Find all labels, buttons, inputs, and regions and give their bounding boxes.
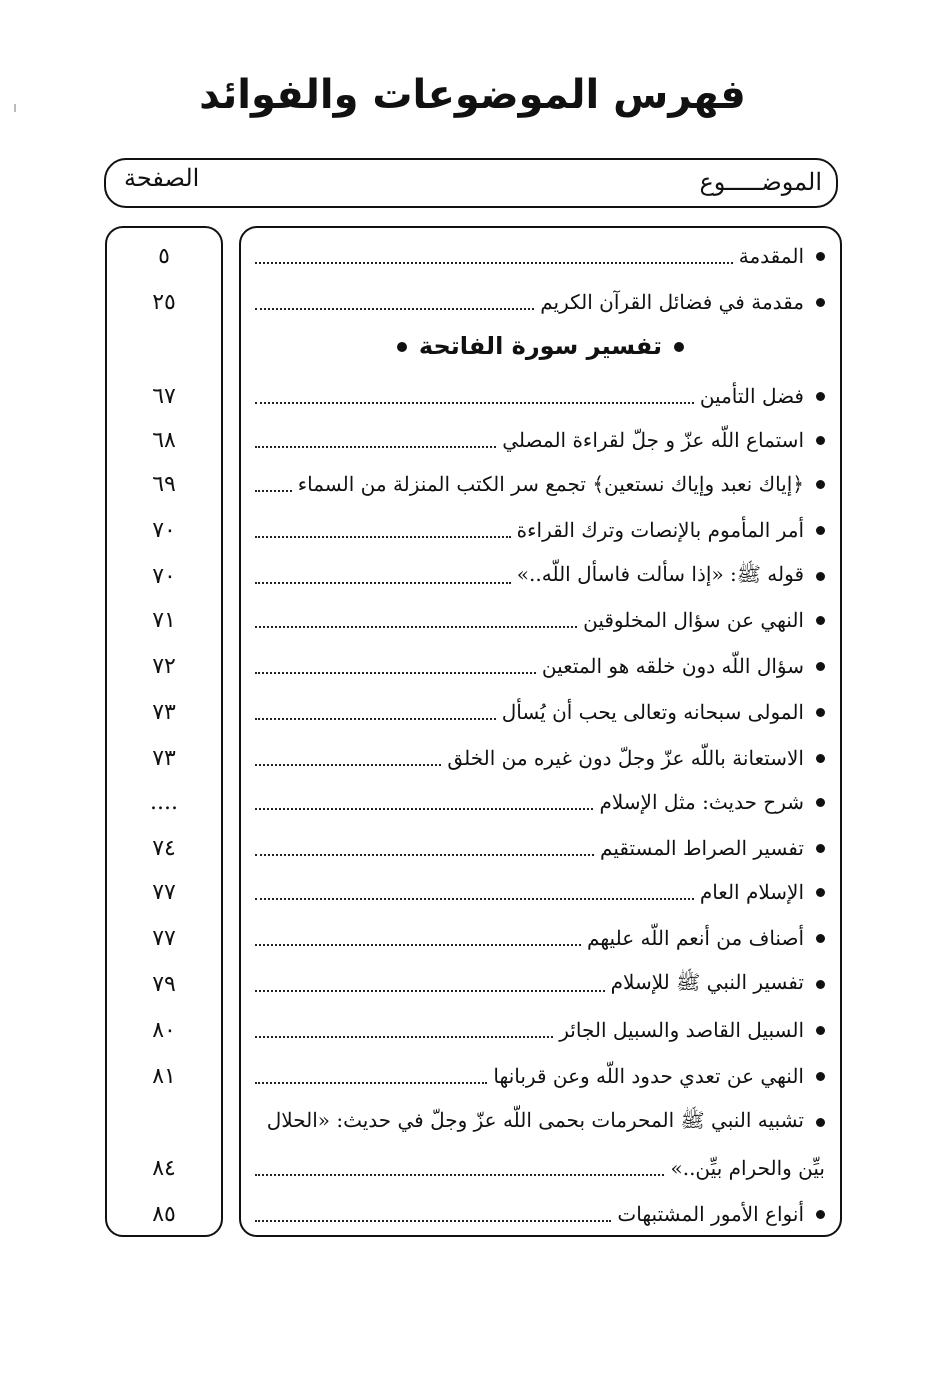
toc-entry-title: أصناف من أنعم اللّه عليهم bbox=[587, 926, 804, 950]
dot-leader bbox=[255, 1082, 487, 1084]
dot-leader bbox=[255, 764, 441, 766]
toc-entry[interactable] bbox=[0, 374, 945, 418]
toc-entry-page: ٧٣ bbox=[152, 745, 176, 771]
toc-entry-title: النهي عن سؤال المخلوقين bbox=[583, 608, 804, 632]
column-header bbox=[104, 158, 838, 208]
bullet-icon bbox=[816, 888, 825, 897]
toc-entry-title: المقدمة bbox=[738, 244, 804, 268]
toc-entry-title: سؤال اللّه دون خلقه هو المتعين bbox=[541, 654, 804, 678]
dot-leader bbox=[255, 490, 292, 492]
bullet-icon bbox=[816, 526, 825, 535]
toc-entry[interactable] bbox=[0, 598, 945, 642]
toc-entry-page: ٨٠ bbox=[152, 1017, 176, 1043]
bullet-icon bbox=[816, 754, 825, 763]
dot-leader bbox=[255, 402, 694, 404]
toc-entry-title-line1: تشبيه النبي ﷺ المحرمات بحمى اللّه عزّ وجلّ في حديث: «الحلال bbox=[266, 1107, 804, 1132]
dot-leader bbox=[255, 854, 594, 856]
toc-entry[interactable] bbox=[0, 870, 945, 914]
toc-entry-multiline-cont[interactable] bbox=[0, 1146, 945, 1190]
dot-leader bbox=[255, 536, 511, 538]
toc-entry[interactable] bbox=[0, 280, 945, 324]
toc-entry-page: ٥ bbox=[158, 243, 170, 269]
toc-entry-page: ٧٢ bbox=[152, 653, 176, 679]
page-column-label: الصفحة bbox=[124, 164, 200, 192]
toc-entry-title: الإسلام العام bbox=[699, 880, 804, 904]
toc-entry-page: ٨١ bbox=[152, 1063, 176, 1089]
section-heading bbox=[239, 332, 842, 360]
toc-entry-page: ٦٨ bbox=[152, 427, 176, 453]
dot-leader bbox=[255, 898, 694, 900]
bullet-icon bbox=[816, 392, 825, 401]
dot-leader bbox=[255, 308, 534, 310]
toc-entry-title: النهي عن تعدي حدود اللّه وعن قربانها bbox=[493, 1064, 804, 1088]
bullet-icon bbox=[816, 616, 825, 625]
bullet-icon bbox=[816, 1026, 825, 1035]
bullet-icon bbox=[816, 798, 825, 807]
page-title: فهرس الموضوعات والفوائد bbox=[199, 72, 746, 118]
bullet-icon bbox=[816, 844, 825, 853]
toc-entry-title: تفسير الصراط المستقيم bbox=[600, 836, 804, 860]
toc-entry-page: ٨٤ bbox=[152, 1155, 176, 1181]
bullet-icon bbox=[397, 342, 407, 352]
bullet-icon bbox=[816, 934, 825, 943]
toc-entry-title: قوله ﷺ: «إذا سألت فاسأل اللّه..» bbox=[516, 561, 804, 586]
toc-entry[interactable] bbox=[0, 644, 945, 688]
bullet-icon bbox=[816, 298, 825, 307]
toc-entry[interactable] bbox=[0, 508, 945, 552]
toc-entry-title: شرح حديث: مثل الإسلام bbox=[599, 790, 804, 814]
dot-leader bbox=[255, 1036, 553, 1038]
toc-entry-page: ٦٧ bbox=[152, 383, 176, 409]
dot-leader bbox=[255, 990, 605, 992]
dot-leader bbox=[255, 446, 496, 448]
toc-entry[interactable] bbox=[0, 736, 945, 780]
toc-entry[interactable] bbox=[0, 554, 945, 598]
bullet-icon bbox=[816, 980, 825, 989]
toc-entry-title: الاستعانة باللّه عزّ وجلّ دون غيره من الخلق bbox=[447, 746, 804, 770]
toc-entry-page: ٧٠ bbox=[152, 563, 176, 589]
toc-entry-page: ٧٧ bbox=[152, 879, 176, 905]
dot-leader bbox=[255, 1174, 664, 1176]
toc-entry-multiline[interactable] bbox=[0, 1100, 945, 1144]
bullet-icon bbox=[816, 1210, 825, 1219]
bullet-icon bbox=[816, 436, 825, 445]
toc-entry-title: أنواع الأمور المشتبهات bbox=[617, 1202, 804, 1226]
toc-entry[interactable] bbox=[0, 1192, 945, 1236]
toc-entry-title: تفسير النبي ﷺ للإسلام bbox=[610, 969, 804, 994]
toc-entry[interactable] bbox=[0, 418, 945, 462]
bullet-icon bbox=[816, 1118, 825, 1127]
topic-column-label: الموضـــــوع bbox=[699, 168, 822, 196]
toc-entry-title-line2: بيِّن والحرام بيِّن..» bbox=[670, 1156, 825, 1180]
bullet-icon bbox=[816, 1072, 825, 1081]
dot-leader bbox=[255, 718, 496, 720]
bullet-icon bbox=[816, 572, 825, 581]
dot-leader bbox=[255, 626, 577, 628]
toc-entry-page: ٦٩ bbox=[152, 471, 176, 497]
toc-entry-page: .... bbox=[150, 789, 178, 815]
toc-entry[interactable] bbox=[0, 234, 945, 278]
toc-entry[interactable] bbox=[0, 826, 945, 870]
section-heading-text: تفسير سورة الفاتحة bbox=[418, 332, 663, 360]
bullet-icon bbox=[816, 708, 825, 717]
toc-entry-title: استماع اللّه عزّ و جلّ لقراءة المصلي bbox=[502, 428, 804, 452]
toc-entry-page: ٧٩ bbox=[152, 971, 176, 997]
toc-entry-page: ٧٠ bbox=[152, 517, 176, 543]
toc-entry[interactable] bbox=[0, 916, 945, 960]
toc-entry[interactable] bbox=[0, 962, 945, 1006]
bullet-icon bbox=[674, 342, 684, 352]
toc-entry-title: السبيل القاصد والسبيل الجائر bbox=[559, 1018, 804, 1042]
toc-entry[interactable] bbox=[0, 1054, 945, 1098]
dot-leader bbox=[255, 262, 733, 264]
dot-leader bbox=[255, 808, 593, 810]
toc-entry-page: ٨٥ bbox=[152, 1201, 176, 1227]
toc-entry-title: مقدمة في فضائل القرآن الكريم bbox=[540, 290, 804, 314]
toc-entry-page: ٢٥ bbox=[152, 289, 176, 315]
bullet-icon bbox=[816, 252, 825, 261]
bullet-icon bbox=[816, 480, 825, 489]
dot-leader bbox=[255, 1220, 611, 1222]
toc-entry[interactable] bbox=[0, 780, 945, 824]
dot-leader bbox=[255, 944, 581, 946]
toc-entry[interactable] bbox=[0, 1008, 945, 1052]
bullet-icon bbox=[816, 662, 825, 671]
toc-entry-page: ٧٧ bbox=[152, 925, 176, 951]
toc-entry-title: ﴿إياك نعبد وإياك نستعين﴾ تجمع سر الكتب المنزلة من السماء bbox=[297, 472, 804, 496]
dot-leader bbox=[255, 582, 511, 584]
toc-entry-page: ٧١ bbox=[152, 607, 176, 633]
toc-entry-title: فضل التأمين bbox=[699, 384, 804, 408]
toc-entry[interactable] bbox=[0, 690, 945, 734]
toc-entry[interactable] bbox=[0, 462, 945, 506]
toc-entry-title: المولى سبحانه وتعالى يحب أن يُسأل bbox=[501, 700, 804, 724]
toc-entry-title: أمر المأموم بالإنصات وترك القراءة bbox=[516, 518, 804, 542]
toc-entry-page: ٧٤ bbox=[152, 835, 176, 861]
dot-leader bbox=[255, 672, 536, 674]
toc-entry-page: ٧٣ bbox=[152, 699, 176, 725]
